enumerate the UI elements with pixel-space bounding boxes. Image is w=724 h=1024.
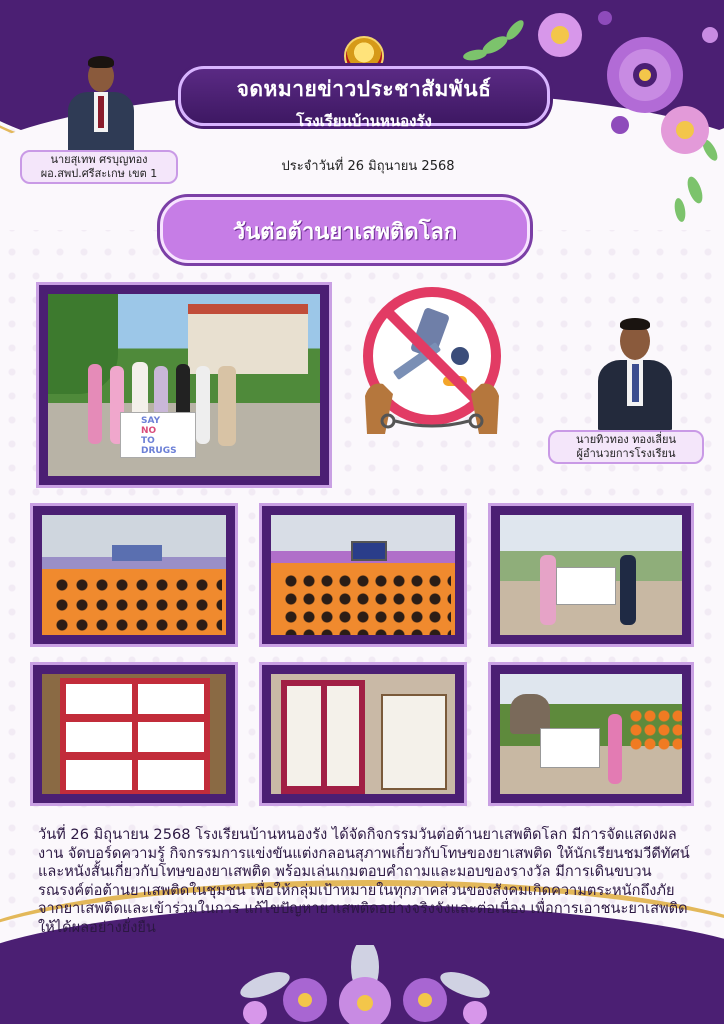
district-director-position: ผอ.สพป.ศรีสะเกษ เขต 1 [40,167,158,180]
school-director-position: ผู้อำนวยการโรงเรียน [576,447,676,460]
school-director-photo [596,312,674,430]
photo-parade-2 [488,662,694,806]
event-title-banner [160,197,530,263]
newsletter-title-box [178,66,550,130]
issue-date: ประจำวันที่ 26 มิถุนายน 2568 [281,159,455,174]
district-director-name: นายสุเทพ ศรบุญทอง [50,153,148,166]
activity-description: วันที่ 26 มิถุนายน 2568 โรงเรียนบ้านหนองรัง ได้จัดกิจกรรมวันต่อต้านยาเสพติดโลก มีการจัดแสดงผลงาน จัดบอร์ดความรู้ กิจกรรมการแข่งขันแต่งกลอนสุภาพเกี่ยวกับโทษของยาเสพติด ให้นักเรียนชมวีดีทัศน์ และหนังสั้นเกี่ยวกับโทษของยาเสพติด พร้อมเล่นเกมตอบคำถามและมอบของรางวัล มีการเดินขบวนรณรงค์ต่อต้านยาเสพติดในชุมชน เพื่อให้กลุ่มเป้าหมายในทุกภาคส่วนของสังคมเกิดความตระหนักถึงภัยจากยาเสพติดและเข้าร่วมในการ แก้ไขปัญหายาเสพติดอย่างจริงจังและต่อเนื่อง เพื่อการเอาชนะยาเสพติดให้ได้ผลอย่างยั่งยืน [38,826,690,936]
newsletter-title: จดหมายข่าวประชาสัมพันธ์ [236,77,492,101]
photo-knowledge-board-2 [259,662,467,806]
event-title: วันต่อต้านยาเสพติดโลก [232,220,458,245]
photo-students-hall-2 [259,503,467,647]
flower-decoration-bottom [215,945,515,1024]
photo-group-main [36,282,332,488]
photo-knowledge-board-1 [30,662,238,806]
school-director-name: นายทิวทอง ทองเลี่ยน [576,433,676,446]
no-drugs-icon [355,286,509,440]
school-director-caption [548,430,704,464]
district-director-photo [66,50,136,154]
district-director-caption [20,150,178,184]
photo-students-hall-1 [30,503,238,647]
school-name: โรงเรียนบ้านหนองรัง [296,112,432,130]
photo-parade-1 [488,503,694,647]
say-no-to-drugs-sign: SAY NO TO DRUGS [120,412,196,458]
